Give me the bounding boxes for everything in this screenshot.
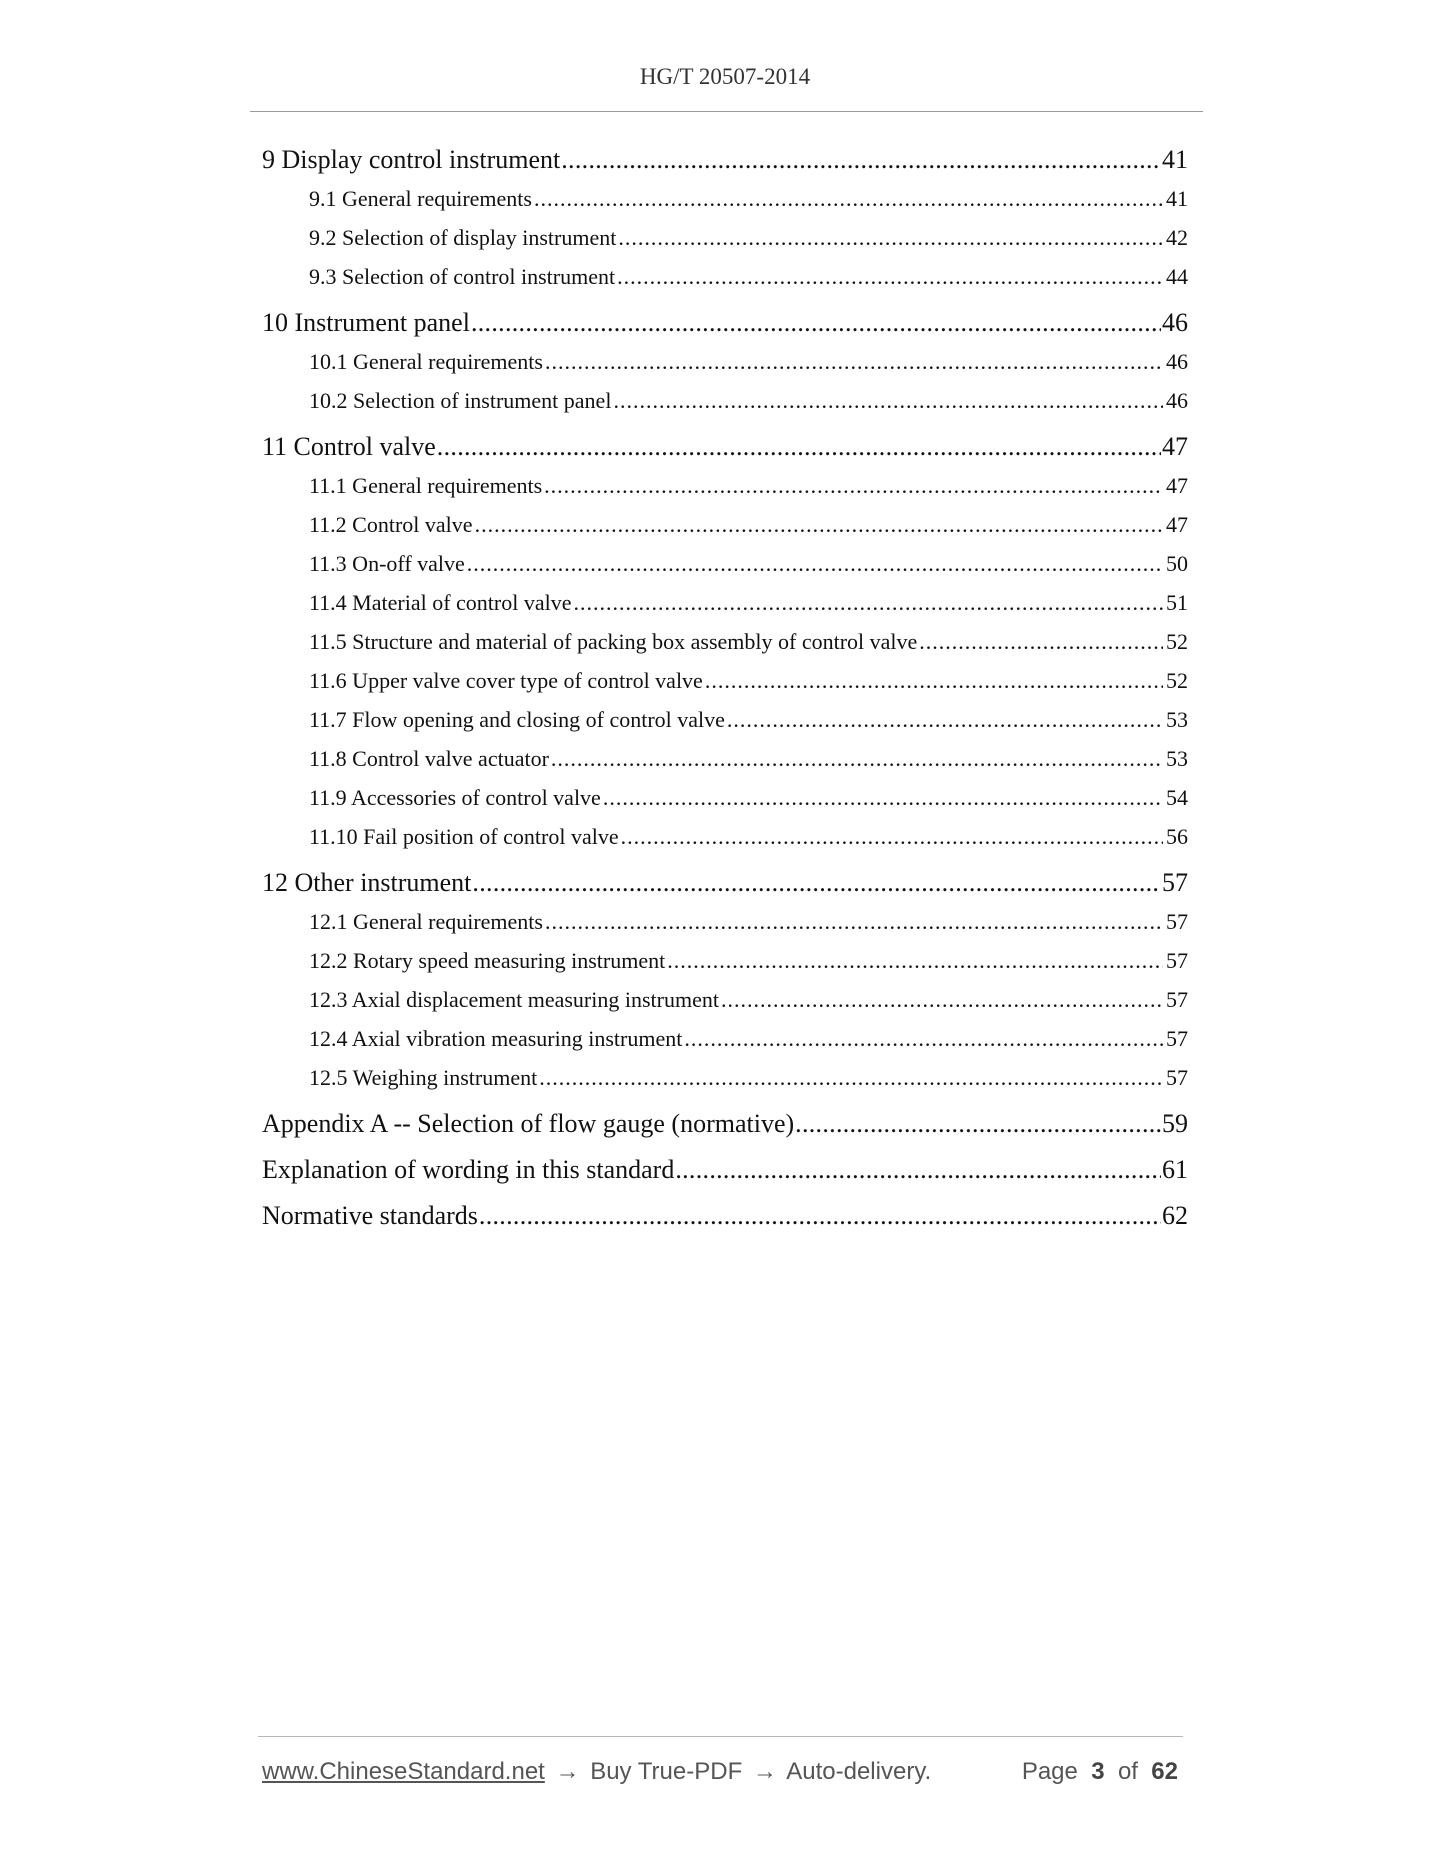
- toc-entry-title: 9 Display control instrument: [262, 145, 561, 174]
- toc-entry-title: Explanation of wording in this standard: [262, 1155, 675, 1184]
- footer-promo: [262, 1754, 931, 1790]
- toc-dot-leader: [684, 1019, 1163, 1058]
- toc-section-entry[interactable]: [262, 505, 1188, 544]
- toc-section-entry[interactable]: [262, 257, 1188, 296]
- toc-entry-title: Appendix A -- Selection of flow gauge (normative): [262, 1109, 795, 1138]
- toc-entry-page-number: 57: [1166, 1065, 1188, 1090]
- toc-dot-leader: [727, 700, 1163, 739]
- toc-entry-title: 11.10 Fail position of control valve: [309, 824, 619, 849]
- toc-dot-leader: [545, 342, 1163, 381]
- toc-entry-title: 12.2 Rotary speed measuring instrument: [309, 948, 666, 973]
- toc-section-entry[interactable]: [262, 700, 1188, 739]
- toc-dot-leader: [545, 902, 1163, 941]
- toc-entry-title: 11.5 Structure and material of packing box assembly of control valve: [309, 629, 918, 654]
- toc-entry-page-number: 53: [1166, 746, 1188, 771]
- toc-section-entry[interactable]: [262, 817, 1188, 856]
- toc-section-entry[interactable]: [262, 342, 1188, 381]
- toc-dot-leader: [603, 778, 1163, 817]
- toc-entry-page-number: 57: [1166, 909, 1188, 934]
- toc-dot-leader: [539, 1058, 1163, 1097]
- footer-divider: [258, 1736, 1183, 1737]
- toc-entry-title: 11.4 Material of control valve: [309, 590, 572, 615]
- toc-entry-page-number: 47: [1166, 473, 1188, 498]
- toc-entry-page-number: 46: [1162, 308, 1188, 337]
- toc-dot-leader: [667, 941, 1163, 980]
- toc-entry-page-number: 62: [1162, 1201, 1188, 1230]
- toc-entry-page-number: 47: [1162, 432, 1188, 461]
- toc-entry-page-number: 46: [1166, 349, 1188, 374]
- toc-chapter-entry[interactable]: [262, 303, 1188, 342]
- toc-entry-title: 9.3 Selection of control instrument: [309, 264, 616, 289]
- toc-entry-title: 12.4 Axial vibration measuring instrument: [309, 1026, 683, 1051]
- header-divider: [250, 111, 1203, 112]
- toc-dot-leader: [479, 1196, 1161, 1235]
- of-label: of: [1117, 1758, 1138, 1785]
- toc-dot-leader: [544, 466, 1163, 505]
- toc-entry-page-number: 57: [1166, 948, 1188, 973]
- buy-true-pdf-link[interactable]: Buy True-PDF: [590, 1758, 743, 1785]
- toc-entry-page-number: 57: [1166, 1026, 1188, 1051]
- total-pages-number: 62: [1151, 1758, 1178, 1785]
- toc-dot-leader: [437, 427, 1161, 466]
- toc-section-entry[interactable]: [262, 980, 1188, 1019]
- toc-entry-title: 12.1 General requirements: [309, 909, 543, 934]
- toc-entry-title: 12.3 Axial displacement measuring instrument: [309, 987, 719, 1012]
- toc-entry-page-number: 61: [1162, 1155, 1188, 1184]
- toc-entry-page-number: 44: [1166, 264, 1188, 289]
- toc-chapter-entry[interactable]: [262, 140, 1188, 179]
- toc-dot-leader: [574, 583, 1164, 622]
- current-page-number: 3: [1091, 1758, 1105, 1785]
- arrow-right-icon: →: [555, 1758, 580, 1785]
- toc-entry-title: 11.2 Control valve: [309, 512, 473, 537]
- page-footer: [262, 1754, 1182, 1790]
- toc-entry-page-number: 57: [1166, 987, 1188, 1012]
- toc-section-entry[interactable]: [262, 778, 1188, 817]
- toc-entry-page-number: 52: [1166, 629, 1188, 654]
- toc-section-entry[interactable]: [262, 661, 1188, 700]
- page-label: Page: [1021, 1758, 1078, 1785]
- toc-dot-leader: [472, 863, 1161, 902]
- toc-dot-leader: [467, 544, 1163, 583]
- toc-dot-leader: [705, 661, 1163, 700]
- toc-entry-page-number: 42: [1166, 225, 1188, 250]
- toc-entry-title: 10 Instrument panel: [262, 308, 470, 337]
- toc-chapter-entry[interactable]: [262, 1150, 1188, 1189]
- toc-entry-title: 9.2 Selection of display instrument: [309, 225, 617, 250]
- toc-section-entry[interactable]: [262, 622, 1188, 661]
- toc-section-entry[interactable]: [262, 739, 1188, 778]
- toc-dot-leader: [475, 505, 1163, 544]
- toc-dot-leader: [613, 381, 1163, 420]
- toc-dot-leader: [617, 257, 1163, 296]
- toc-entry-page-number: 59: [1162, 1109, 1188, 1138]
- toc-dot-leader: [675, 1150, 1161, 1189]
- toc-entry-page-number: 52: [1166, 668, 1188, 693]
- toc-chapter-entry[interactable]: [262, 427, 1188, 466]
- toc-entry-page-number: 53: [1166, 707, 1188, 732]
- toc-section-entry[interactable]: [262, 218, 1188, 257]
- toc-section-entry[interactable]: [262, 902, 1188, 941]
- toc-dot-leader: [534, 179, 1163, 218]
- toc-section-entry[interactable]: [262, 466, 1188, 505]
- toc-section-entry[interactable]: [262, 179, 1188, 218]
- toc-dot-leader: [551, 739, 1163, 778]
- toc-dot-leader: [471, 303, 1161, 342]
- toc-entry-title: 10.2 Selection of instrument panel: [309, 388, 612, 413]
- site-link[interactable]: www.ChineseStandard.net: [262, 1758, 545, 1785]
- toc-section-entry[interactable]: [262, 941, 1188, 980]
- toc-entry-title: 11.8 Control valve actuator: [309, 746, 549, 771]
- toc-entry-title: 11.9 Accessories of control valve: [309, 785, 601, 810]
- toc-entry-title: 10.1 General requirements: [309, 349, 543, 374]
- toc-entry-title: 12 Other instrument: [262, 868, 472, 897]
- toc-entry-title: 11.7 Flow opening and closing of control valve: [309, 707, 725, 732]
- toc-dot-leader: [795, 1104, 1161, 1143]
- toc-section-entry[interactable]: [262, 1058, 1188, 1097]
- toc-chapter-entry[interactable]: [262, 1104, 1188, 1143]
- toc-chapter-entry[interactable]: [262, 863, 1188, 902]
- toc-entry-page-number: 51: [1166, 590, 1188, 615]
- toc-entry-page-number: 50: [1166, 551, 1188, 576]
- toc-entry-title: 11.1 General requirements: [309, 473, 543, 498]
- toc-dot-leader: [721, 980, 1163, 1019]
- page-header: HG/T 20507-2014: [639, 64, 811, 89]
- page-indicator: [1022, 1754, 1178, 1790]
- toc-entry-title: 11.3 On-off valve: [309, 551, 465, 576]
- toc-entry-title: 11 Control valve: [262, 432, 436, 461]
- toc-section-entry[interactable]: [262, 544, 1188, 583]
- toc-entry-title: 12.5 Weighing instrument: [309, 1065, 538, 1090]
- toc-entry-title: 9.1 General requirements: [309, 186, 532, 211]
- toc-section-entry[interactable]: [262, 1019, 1188, 1058]
- toc-section-entry[interactable]: [262, 583, 1188, 622]
- arrow-right-icon: →: [752, 1758, 777, 1785]
- toc-entry-page-number: 56: [1166, 824, 1188, 849]
- toc-section-entry[interactable]: [262, 381, 1188, 420]
- toc-entry-title: 11.6 Upper valve cover type of control valve: [309, 668, 703, 693]
- toc-dot-leader: [561, 140, 1161, 179]
- toc-dot-leader: [919, 622, 1163, 661]
- toc-entry-page-number: 41: [1162, 145, 1188, 174]
- toc-chapter-entry[interactable]: [262, 1196, 1188, 1235]
- toc-entry-title: Normative standards: [262, 1201, 478, 1230]
- toc-entry-page-number: 54: [1166, 785, 1188, 810]
- toc-entry-page-number: 41: [1166, 186, 1188, 211]
- toc-entry-page-number: 47: [1166, 512, 1188, 537]
- toc-dot-leader: [621, 817, 1163, 856]
- table-of-contents: [262, 140, 1188, 1235]
- auto-delivery-text: Auto-delivery.: [786, 1758, 932, 1785]
- toc-entry-page-number: 46: [1166, 388, 1188, 413]
- toc-dot-leader: [618, 218, 1163, 257]
- toc-entry-page-number: 57: [1162, 868, 1188, 897]
